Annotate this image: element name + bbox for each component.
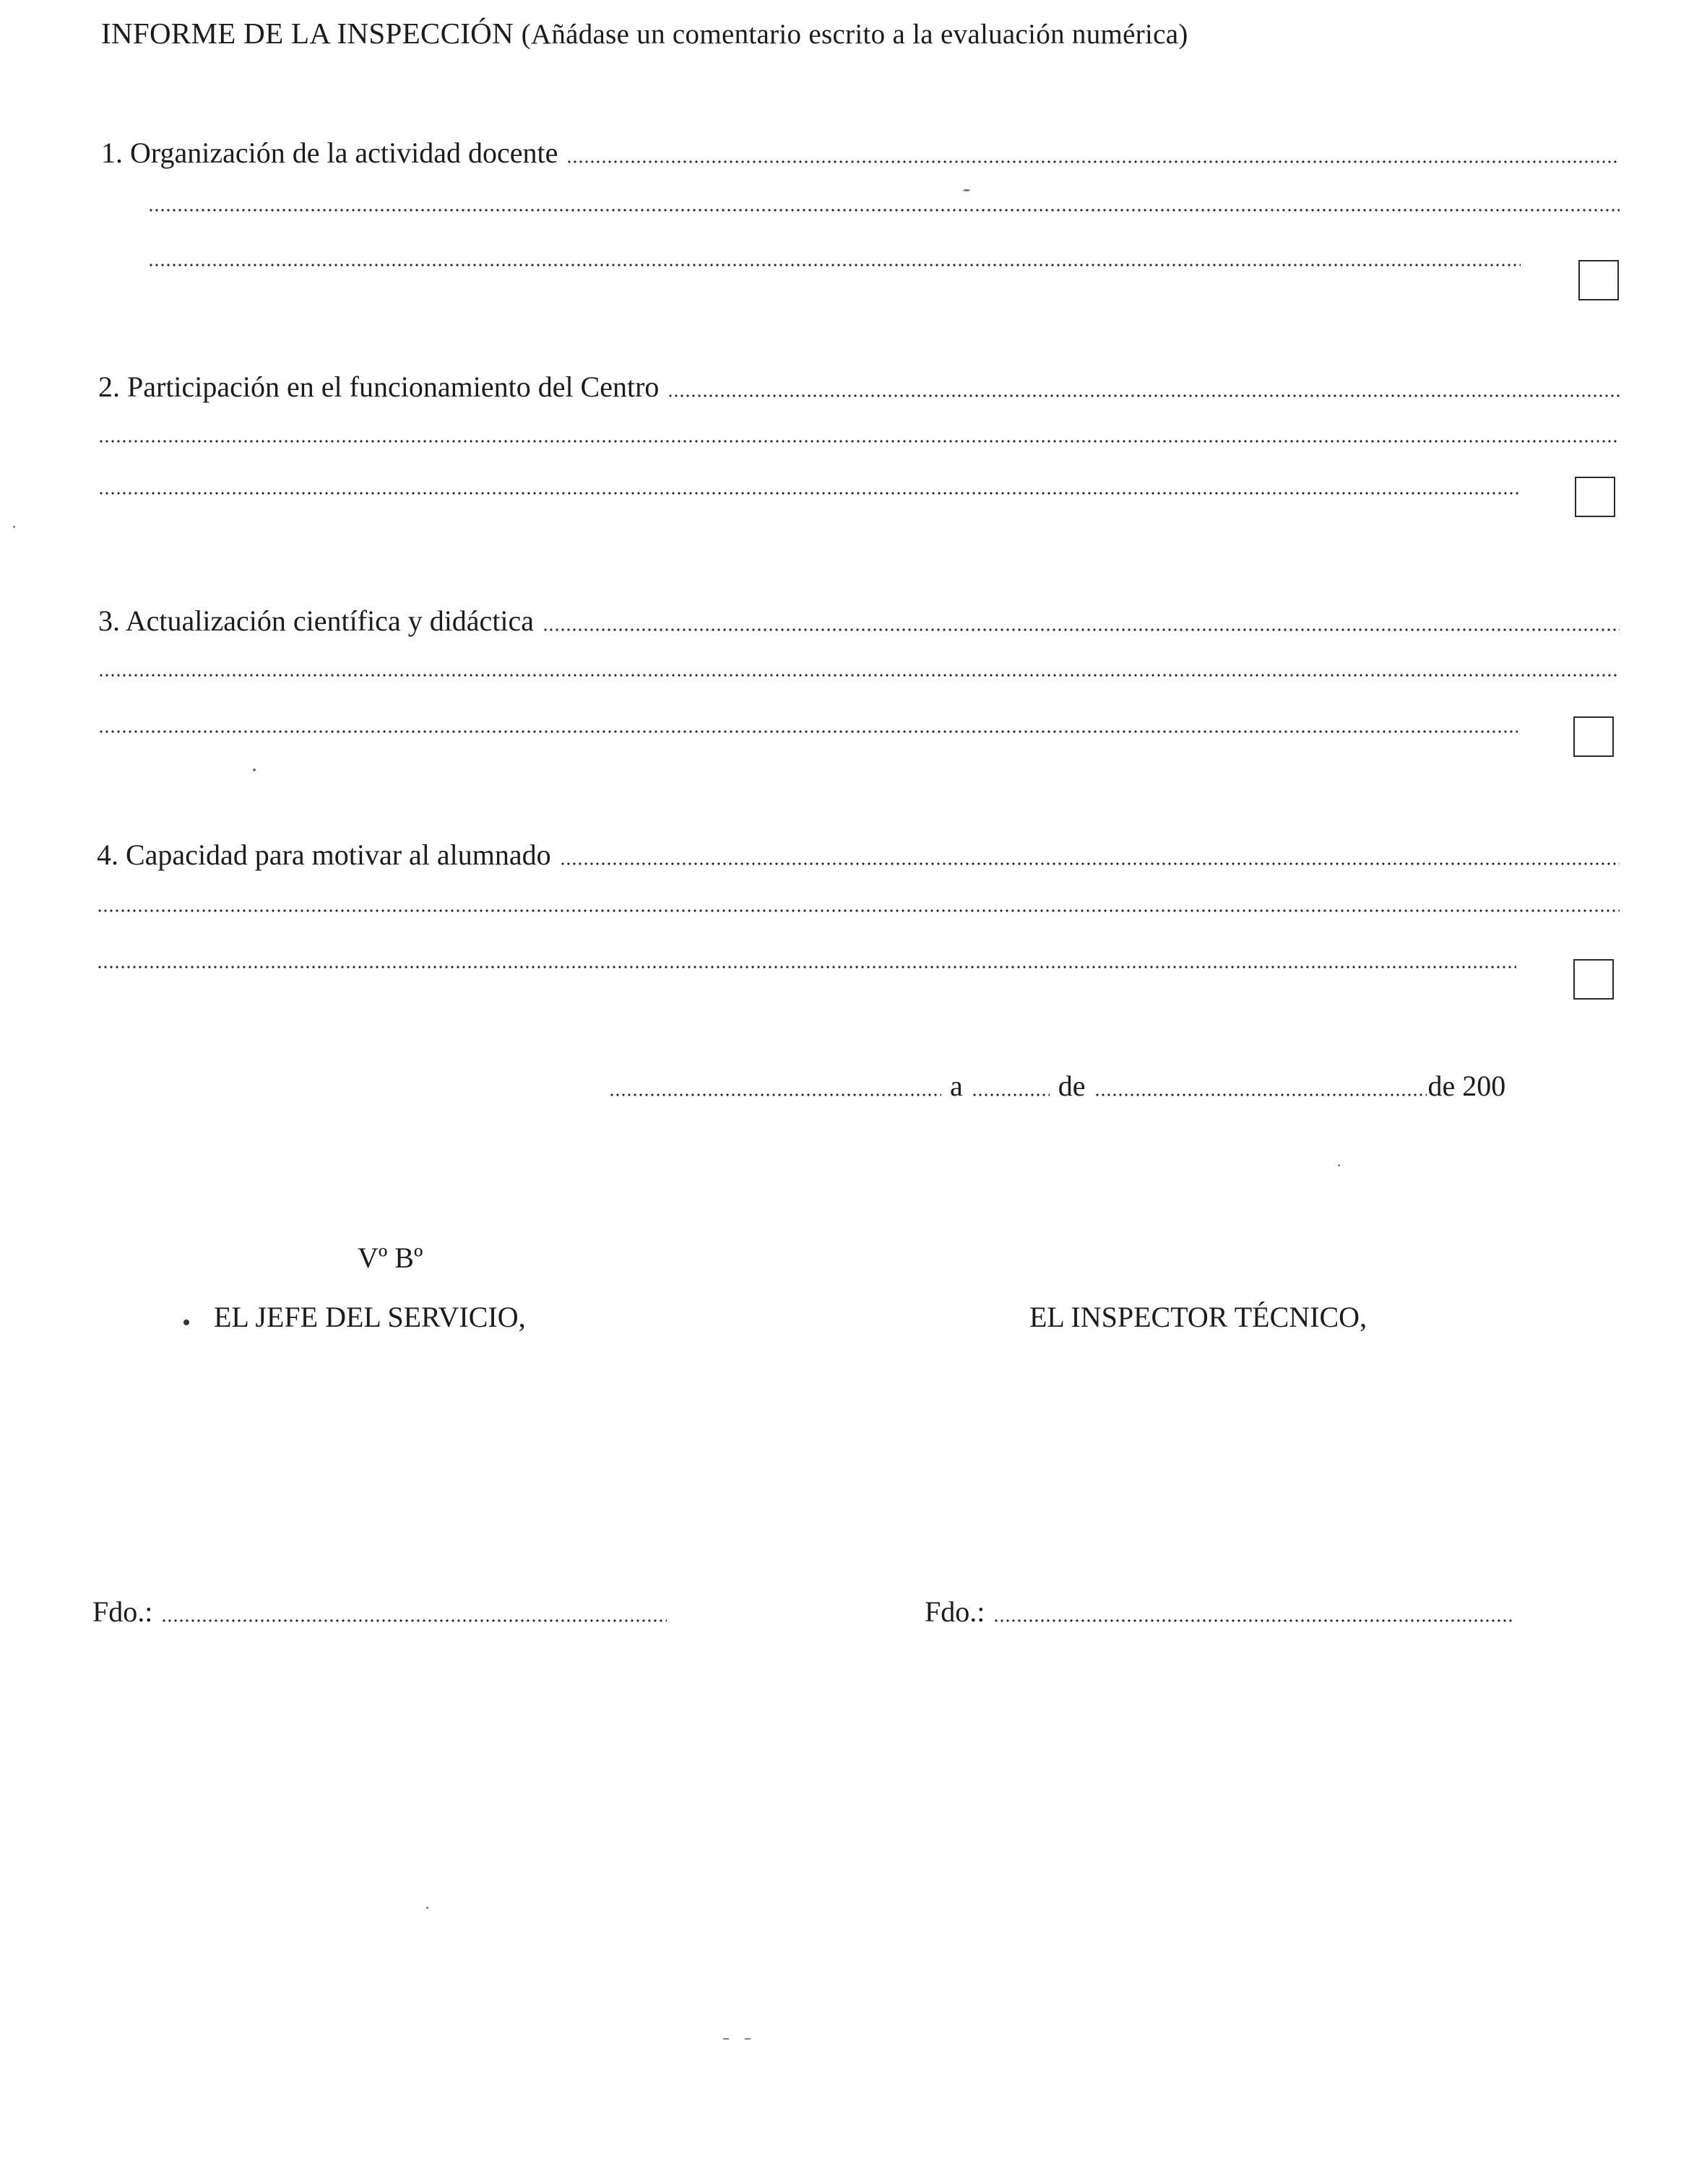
right-signatory-title: EL INSPECTOR TÉCNICO, — [1029, 1301, 1367, 1333]
section-1-heading-line — [101, 136, 1620, 170]
page-title — [101, 16, 1188, 51]
section-1-comment-line-1[interactable] — [148, 208, 1620, 218]
scan-speck — [426, 1907, 428, 1909]
dotted-fill-line[interactable] — [148, 263, 1521, 267]
scan-speck — [253, 768, 256, 771]
left-fdo-label: Fdo.: — [92, 1595, 153, 1628]
date-word-year: de 200 — [1427, 1070, 1506, 1102]
right-signature-field[interactable] — [993, 1618, 1513, 1623]
section-4-label: 4. Capacidad para motivar al alumnado — [97, 838, 551, 871]
dotted-fill-line[interactable] — [98, 491, 1521, 495]
scan-speck — [13, 526, 15, 528]
section-3-heading-line — [98, 604, 1620, 638]
dotted-fill-line[interactable] — [543, 628, 1620, 632]
section-2-score-box[interactable] — [1575, 477, 1615, 517]
dotted-fill-line[interactable] — [98, 439, 1620, 443]
section-3-comment-line-2[interactable] — [98, 729, 1518, 740]
section-1-label: 1. Organización de la actividad docente — [101, 136, 558, 169]
section-4-heading-line — [97, 838, 1620, 872]
section-4-score-box[interactable] — [1573, 959, 1614, 1000]
month-field[interactable] — [1094, 1093, 1427, 1097]
dotted-fill-line[interactable] — [98, 673, 1620, 677]
left-signature-field[interactable] — [161, 1618, 667, 1623]
date-word-a: a — [950, 1070, 963, 1102]
title-text: INFORME DE LA INSPECCIÓN — [101, 17, 514, 50]
section-2-label: 2. Participación en el funcionamiento del Centro — [98, 370, 660, 403]
scan-speck — [1338, 1164, 1340, 1166]
right-fdo-label: Fdo.: — [925, 1595, 985, 1628]
bullet-mark — [183, 1320, 189, 1325]
section-1-comment-line-2[interactable] — [148, 263, 1521, 273]
section-1-score-box[interactable] — [1578, 260, 1619, 300]
dotted-fill-line[interactable] — [98, 729, 1518, 734]
dotted-fill-line[interactable] — [97, 965, 1516, 969]
dotted-fill-line[interactable] — [97, 909, 1620, 913]
section-3-score-box[interactable] — [1573, 716, 1614, 757]
day-field[interactable] — [972, 1093, 1050, 1097]
section-2-heading-line — [98, 370, 1620, 404]
scan-speck — [963, 189, 970, 191]
section-2-comment-line-1[interactable] — [98, 439, 1620, 449]
title-instruction: (Añádase un comentario escrito a la evaluación numérica) — [521, 19, 1188, 50]
dotted-fill-line[interactable] — [566, 160, 1620, 164]
section-4-comment-line-2[interactable] — [97, 965, 1516, 975]
section-3-comment-line-1[interactable] — [98, 673, 1620, 683]
dotted-fill-line[interactable] — [667, 394, 1620, 398]
dotted-fill-line[interactable] — [148, 208, 1620, 212]
visto-bueno: Vº Bº — [358, 1242, 423, 1274]
scan-speck — [744, 2038, 751, 2040]
right-signature-line — [925, 1595, 1513, 1629]
dotted-fill-line[interactable] — [560, 862, 1620, 866]
date-word-de: de — [1058, 1070, 1086, 1102]
scan-speck — [722, 2038, 730, 2040]
place-field[interactable] — [609, 1093, 941, 1097]
section-3-label: 3. Actualización científica y didáctica — [98, 604, 535, 637]
left-signature-line — [92, 1595, 667, 1629]
section-4-comment-line-1[interactable] — [97, 909, 1620, 919]
section-2-comment-line-2[interactable] — [98, 491, 1521, 501]
date-line — [609, 1069, 1514, 1103]
left-signatory-title: EL JEFE DEL SERVICIO, — [214, 1301, 526, 1333]
